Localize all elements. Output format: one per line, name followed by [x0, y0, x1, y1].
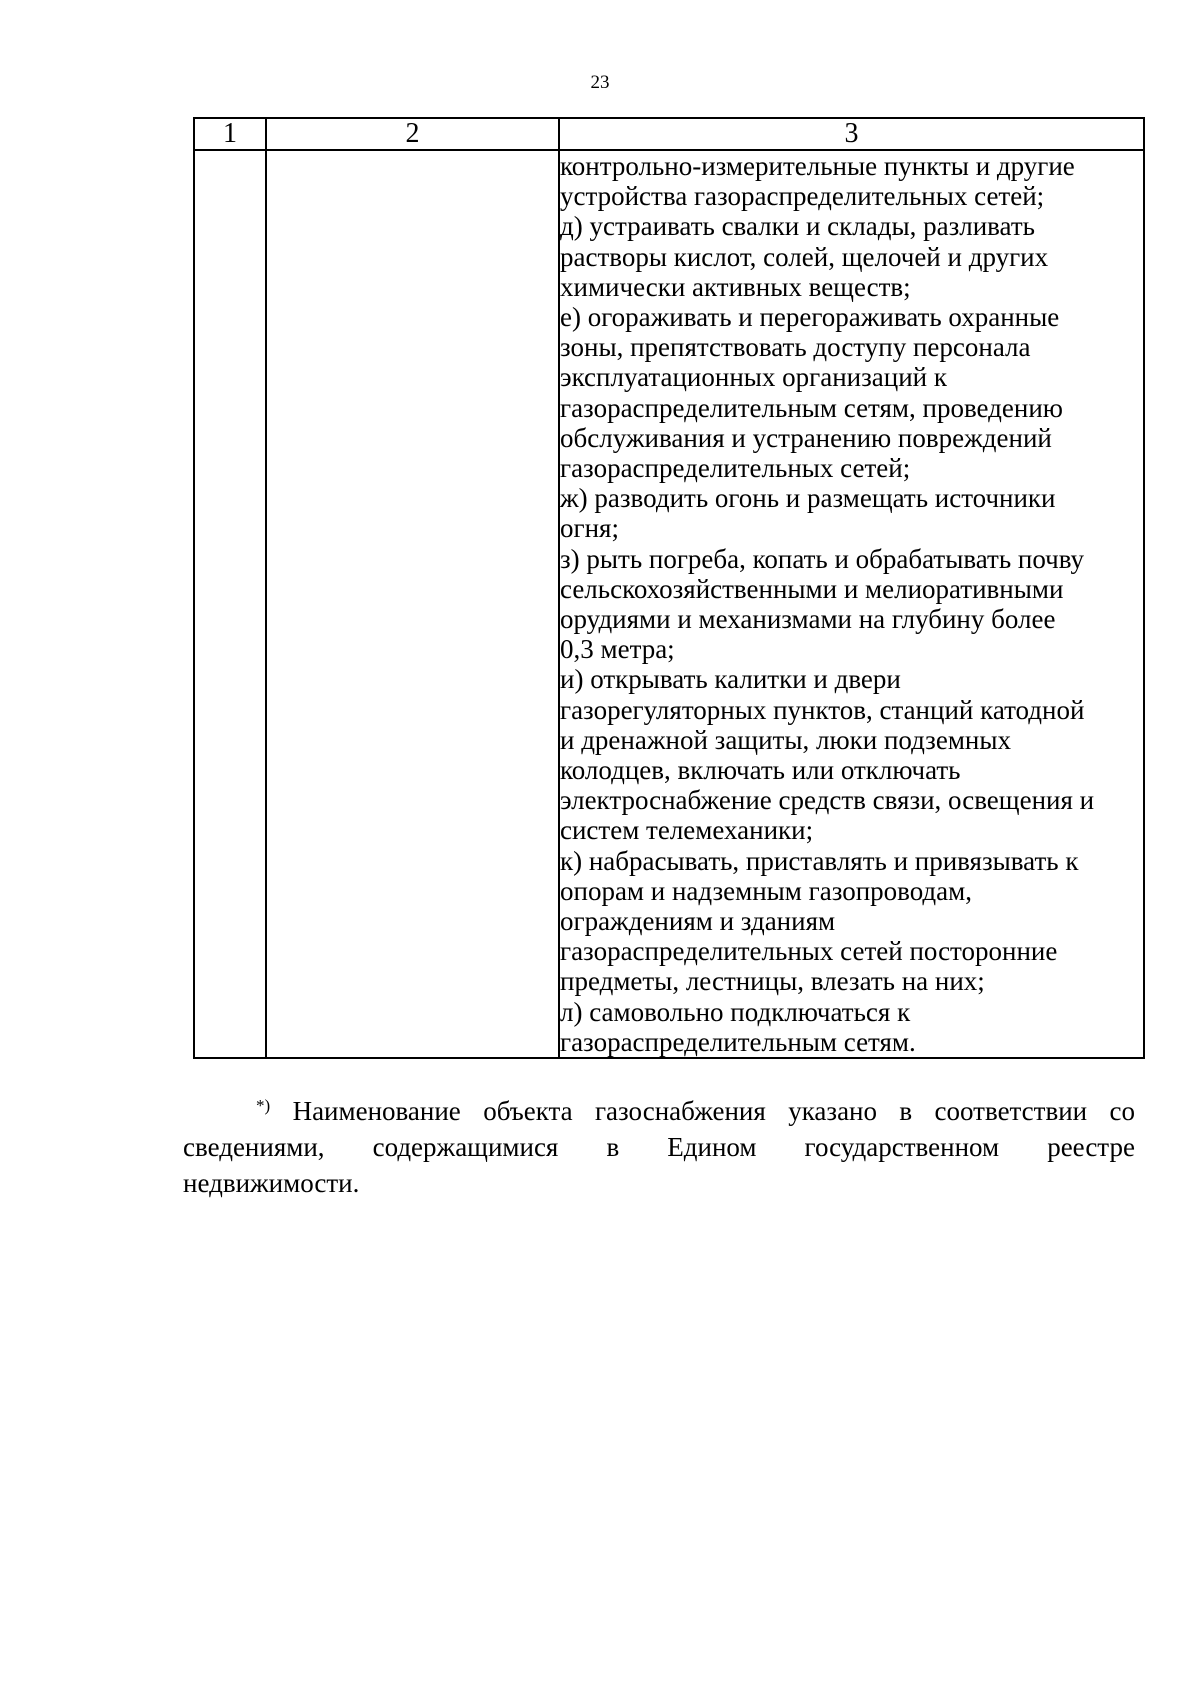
- footnote-word: содержащимися: [372, 1132, 559, 1162]
- cell-text-line: контрольно-измерительные пункты и другие: [560, 151, 1075, 181]
- cell-text-line: и) открывать калитки и двери: [560, 664, 901, 695]
- footnote-word: реестре: [1047, 1132, 1135, 1162]
- footnote-line-1: [183, 1093, 1135, 1129]
- page-number: 23: [590, 72, 610, 93]
- footnote-marker: *): [256, 1096, 271, 1115]
- cell-text-line: сельскохозяйственными и мелиоративными: [560, 573, 1064, 604]
- cell-text-line: газорегуляторных пунктов, станций катодной: [560, 694, 1085, 725]
- cell-text-line: ограждениям и зданиям: [560, 906, 836, 937]
- cell-text-line: ж) разводить огонь и размещать источники: [560, 483, 1056, 514]
- cell-text-line: обслуживания и устранению повреждений: [560, 422, 1052, 453]
- cell-text-line: эксплуатационных организаций к: [560, 362, 947, 393]
- footnote-word: в: [606, 1132, 620, 1162]
- footnote-word: Едином: [667, 1132, 757, 1162]
- cell-text-line: е) огораживать и перегораживать охранные: [560, 302, 1060, 333]
- footnote-text-1: Наименование объекта газоснабжения указано в соответствии со: [292, 1096, 1136, 1126]
- footnote-line-2: [183, 1129, 1135, 1165]
- cell-text-line: огня;: [560, 513, 619, 544]
- table-cell-col3: [559, 150, 1144, 1058]
- cell-text-line: з) рыть погреба, копать и обрабатывать почву: [560, 543, 1085, 574]
- cell-text-line: 0,3 метра;: [560, 634, 675, 665]
- cell-text-line: газораспределительным сетям, проведению: [560, 392, 1063, 423]
- cell-text-line: электроснабжение средств связи, освещения и: [560, 785, 1095, 816]
- footnote-line-3: недвижимости.: [183, 1168, 360, 1198]
- cell-text-line: предметы, лестницы, влезать на них;: [560, 966, 985, 997]
- cell-text-line: опорам и надземным газопроводам,: [560, 875, 972, 906]
- table-row: [194, 150, 1144, 1058]
- column-header-3: 3: [559, 118, 1144, 150]
- cell-text-line: орудиями и механизмами на глубину более: [560, 604, 1056, 635]
- footnote-word: государственном: [804, 1132, 1000, 1162]
- cell-text-line: к) набрасывать, приставлять и привязывать к: [560, 845, 1079, 876]
- cell-text-line: колодцев, включать или отключать: [560, 755, 961, 786]
- table-cell-col2: [266, 150, 559, 1058]
- cell-text-line: газораспределительных сетей посторонние: [560, 936, 1058, 967]
- cell-text-line: устройства газораспределительных сетей;: [560, 181, 1045, 212]
- column-header-1: 1: [194, 118, 266, 150]
- footnote-word: сведениями,: [183, 1132, 325, 1162]
- column-header-2: 2: [266, 118, 559, 150]
- cell-text-line: зоны, препятствовать доступу персонала: [560, 332, 1031, 363]
- cell-text-line: газораспределительным сетям.: [560, 1026, 916, 1057]
- table-header-row: [194, 118, 1144, 150]
- cell-text-line: систем телемеханики;: [560, 815, 814, 846]
- cell-text-line: химически активных веществ;: [560, 271, 911, 302]
- table-cell-col1: [194, 150, 266, 1058]
- cell-text-line: газораспределительных сетей;: [560, 453, 911, 484]
- cell-text-line: д) устраивать свалки и склады, разливать: [560, 211, 1035, 242]
- content-table: [193, 117, 1145, 1059]
- cell-text-line: и дренажной защиты, люки подземных: [560, 724, 1012, 755]
- cell-text-line: растворы кислот, солей, щелочей и других: [560, 241, 1049, 272]
- footnote: [183, 1093, 1135, 1201]
- cell-text-line: л) самовольно подключаться к: [560, 996, 911, 1027]
